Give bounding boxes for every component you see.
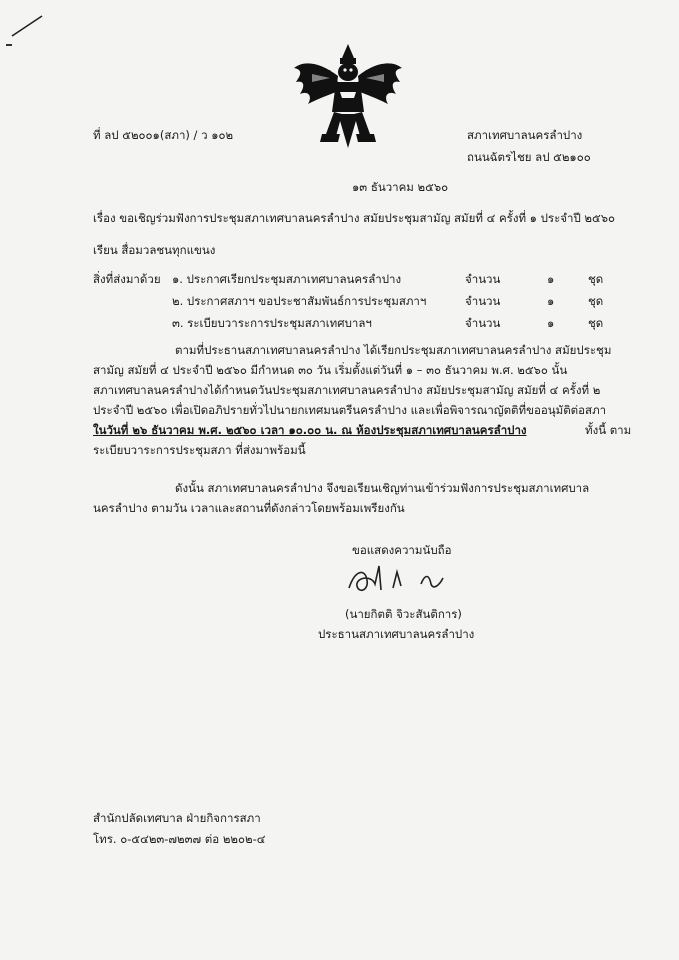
footer-phone: โทร. ๐-๕๔๒๓-๗๒๓๗ ต่อ ๒๒๐๒-๔ <box>93 832 266 846</box>
enclosure-qty: ๑ <box>547 272 555 286</box>
garuda-emblem-icon <box>290 42 406 150</box>
enclosure-item: ๒. ประกาศสภาฯ ขอประชาสัมพันธ์การประชุมสภาฯ <box>172 294 427 308</box>
body-line: นครลำปาง ตามวัน เวลาและสถานที่ดังกล่าวโดยพร้อมเพรียงกัน <box>93 501 405 515</box>
enclosure-item: ๑. ประกาศเรียกประชุมสภาเทศบาลนครลำปาง <box>172 272 402 286</box>
signer-title: ประธานสภาเทศบาลนครลำปาง <box>318 627 475 641</box>
body-line: ตามที่ประธานสภาเทศบาลนครลำปาง ได้เรียกประชุมสภาเทศบาลนครลำปาง สมัยประชุม <box>175 343 612 357</box>
closing: ขอแสดงความนับถือ <box>352 543 452 557</box>
enclosure-item: ๓. ระเบียบวาระการประชุมสภาเทศบาลฯ <box>172 316 372 330</box>
enclosure-unit: ชุด <box>588 294 604 308</box>
enclosure-qty: ๑ <box>547 294 555 308</box>
enclosure-qty-label: จำนวน <box>465 272 501 286</box>
body-line: ประจำปี ๒๕๖๐ เพื่อเปิดอภิปรายทั่วไปนายกเทศมนตรีนครลำปาง และเพื่อพิจารณาญัตติที่ขออนุมัติต่อสภา <box>93 403 607 417</box>
meeting-datetime-emphasis: ในวันที่ ๒๖ ธันวาคม พ.ศ. ๒๕๖๐ เวลา ๑๐.๐๐ น. ณ ห้องประชุมสภาเทศบาลนครลำปาง <box>93 423 527 437</box>
body-line: ระเบียบวาระการประชุมสภา ที่ส่งมาพร้อมนี้ <box>93 443 306 457</box>
enclosure-unit: ชุด <box>588 272 604 286</box>
body-line: สภาเทศบาลนครลำปางได้กำหนดวันประชุมสภาเทศบาลนครลำปาง สมัยประชุมสามัญ สมัยที่ ๔ ครั้งที่ ๒ <box>93 383 601 397</box>
pen-mark <box>8 10 48 40</box>
enclosure-unit: ชุด <box>588 316 604 330</box>
enclosure-qty: ๑ <box>547 316 555 330</box>
letter-recipient: เรียน สื่อมวลชนทุกแขนง <box>93 243 216 257</box>
sender-address: ถนนฉัตรไชย ลป ๕๒๑๐๐ <box>467 150 591 164</box>
sender-org: สภาเทศบาลนครลำปาง <box>467 128 583 142</box>
signer-name: (นายกิตติ จิวะสันติการ) <box>345 607 462 621</box>
enclosure-qty-label: จำนวน <box>465 294 501 308</box>
footer-office: สำนักปลัดเทศบาล ฝ่ายกิจการสภา <box>93 811 261 825</box>
pen-dash <box>6 44 12 46</box>
body-line: ดังนั้น สภาเทศบาลนครลำปาง จึงขอเรียนเชิญท่านเข้าร่วมฟังการประชุมสภาเทศบาล <box>175 481 590 495</box>
body-line: ทั้งนี้ ตาม <box>585 423 632 437</box>
enclosure-qty-label: จำนวน <box>465 316 501 330</box>
body-line: สามัญ สมัยที่ ๔ ประจำปี ๒๕๖๐ มีกำหนด ๓๐ วัน เริ่มตั้งแต่วันที่ ๑ – ๓๐ ธันวาคม พ.ศ. ๒๕๖๐ นั้น <box>93 363 568 377</box>
letter-subject: เรื่อง ขอเชิญร่วมฟังการประชุมสภาเทศบาลนครลำปาง สมัยประชุมสามัญ สมัยที่ ๔ ครั้งที่ ๑ ประจำปี ๒๕๖๐ <box>93 211 616 225</box>
letter-date: ๑๓ ธันวาคม ๒๕๖๐ <box>352 180 449 194</box>
reference-number: ที่ ลป ๕๒๐๐๑(สภา) / ว ๑๐๒ <box>93 128 234 142</box>
handwritten-signature <box>345 560 455 600</box>
enclosures-label: สิ่งที่ส่งมาด้วย <box>93 272 161 286</box>
